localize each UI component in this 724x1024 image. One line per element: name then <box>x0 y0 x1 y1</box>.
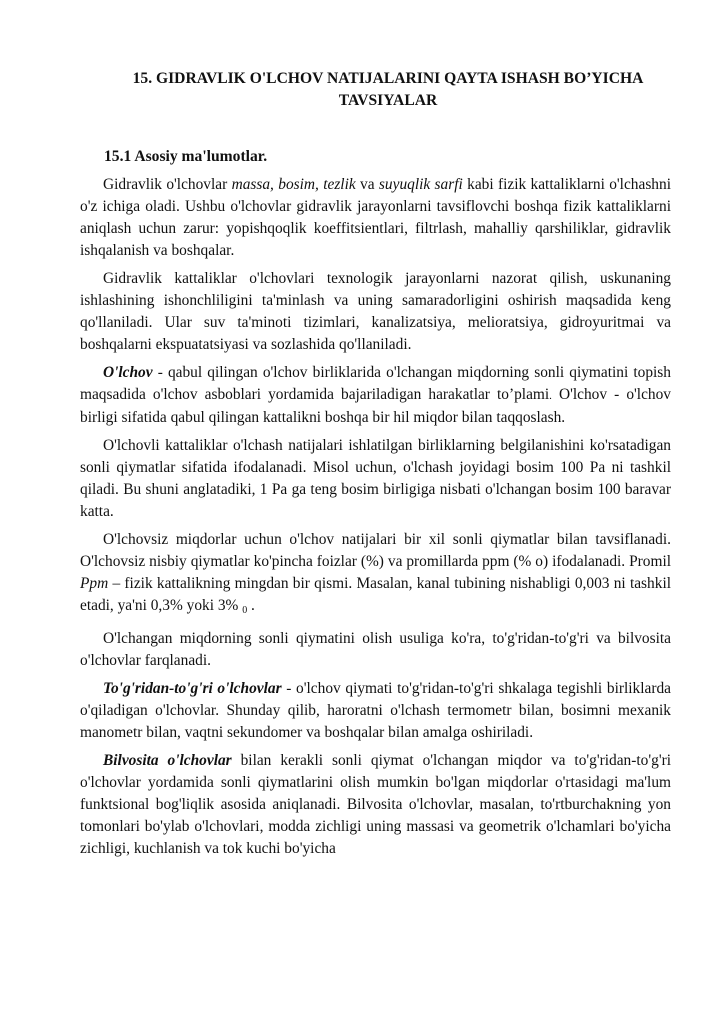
paragraph-4: O'lchovli kattaliklar o'lchash natijalari ishlatilgan birliklarning belgilanishini ko'rsatadigan sonli qiymatlar sifatida ifodalanadi. Misol uchun, o'lchash joyidagi bosim 100 Pa ni tashkil qiladi. Bu shuni anglatadiki, 1 Pa ga teng bosim birligiga nisbati o'lchangan bosim 100 baravar katta. <box>80 437 671 520</box>
text-run: . <box>247 597 255 614</box>
text-run: - qabul qilingan o'lchov birliklarida o'lchangan miqdorning sonli qiymatini topish maqsadida o'lchov asboblari yordamida bajariladigan harakatlar to’plami <box>80 364 671 403</box>
emphasis: suyuqlik sarfi <box>378 176 463 193</box>
text-run: - o'lchov qiymati to'g'ridan-to'g'ri shkalaga tegishli birliklarda o'qiladigan o'lchovlar. Shunday qilib, haroratni o'lchash termometr bilan, bosimni mexanik manometr bilan, vaqtni sekundomer va boshqalar bilan amalga oshiriladi. <box>80 680 671 741</box>
emphasis: massa, bosim, tezlik <box>231 176 356 193</box>
paragraph-7 <box>80 678 671 744</box>
defined-term: To'g'ridan-to'g'ri o'lchovlar <box>103 680 282 697</box>
paragraph-1 <box>80 174 671 262</box>
text-run: bilan kerakli sonli qiymat o'lchangan miqdor va to'g'ridan-to'g'ri o'lchovlar yordamida sonli qiymatlarini olish mumkin bo'lgan miqdorlar o'rtasidagi ma'lum funktsional bog'liqlik asosida aniqlanadi. Bilvosita o'lchovlar, masalan, to'rtburchakning yon tomonlari bo'ylab o'lchovlari, modda zichligi uning massasi va geometrik o'lchamlari bo'yicha zichligi, kuchlanish va tok kuchi bo'yicha <box>80 752 671 857</box>
text-run: O'lchov - o'lchov birligi sifatida qabul qilingan kattalikni boshqa bir hil miqdor bilan taqqoslash. <box>80 386 671 426</box>
paragraph-3 <box>80 362 671 429</box>
text-run: kabi fizik kattaliklarni o'lchashni o'z ichiga oladi. Ushbu o'lchovlar gidravlik jarayonlarni tavsiflovchi boshqa fizik kattaliklarni aniqlash uchun zarur: yopishqoqlik koeffitsientlari, filtrlash, mahalliy qarshiliklar, gidravlik ishqalanish va boshqalar. <box>80 176 671 259</box>
emphasis: Ppm <box>80 575 109 592</box>
subscript: 0 <box>242 605 248 616</box>
document-body <box>80 174 671 866</box>
paragraph-6: O'lchangan miqdorning sonli qiymatini olish usuliga ko'ra, to'g'ridan-to'g'ri va bilvosita o'lchovlar farqlanadi. <box>80 630 671 669</box>
paragraph-8 <box>80 750 671 860</box>
defined-term: O'lchov <box>103 364 153 381</box>
text-run: va <box>355 176 379 193</box>
text-run: O'lchovsiz miqdorlar uchun o'lchov natijalari bir xil sonli qiymatlar bilan tavsiflanadi. O'lchovsiz nisbiy qiymatlar ko'pincha foizlar (%) va promillarda ppm (% o) ifodalanadi. Promil <box>80 531 671 570</box>
title-line-1: 15. GIDRAVLIK O'LCHOV NATIJALARINI QAYTA ISHASH BO’YICHA <box>132 70 644 87</box>
page-title <box>90 68 686 112</box>
paragraph-2: Gidravlik kattaliklar o'lchovlari texnologik jarayonlarni nazorat qilish, uskunaning ishlashining ishonchliligini ta'minlash va uning samaradorligini oshirish maqsadida keng qo'llaniladi. Ular suv ta'minoti tizimlari, kanalizatsiya, melioratsiya, gidroyuritmai va boshqalarni ekspuatatsiyasi va sozlashida qo'llaniladi. <box>80 270 671 353</box>
paragraph-5 <box>80 529 671 622</box>
defined-term: Bilvosita o'lchovlar <box>103 752 232 769</box>
section-heading: 15.1 Asosiy ma'lumotlar. <box>104 148 268 165</box>
text-run: Gidravlik o'lchovlar <box>103 176 232 193</box>
text-run: – fizik kattalikning mingdan bir qismi. Masalan, kanal tubining nishabligi 0,003 ni tashkil etadi, ya'ni 0,3% yoki 3% <box>80 575 671 614</box>
title-line-2: TAVSIYALAR <box>338 92 438 109</box>
text-run: . <box>549 390 552 402</box>
